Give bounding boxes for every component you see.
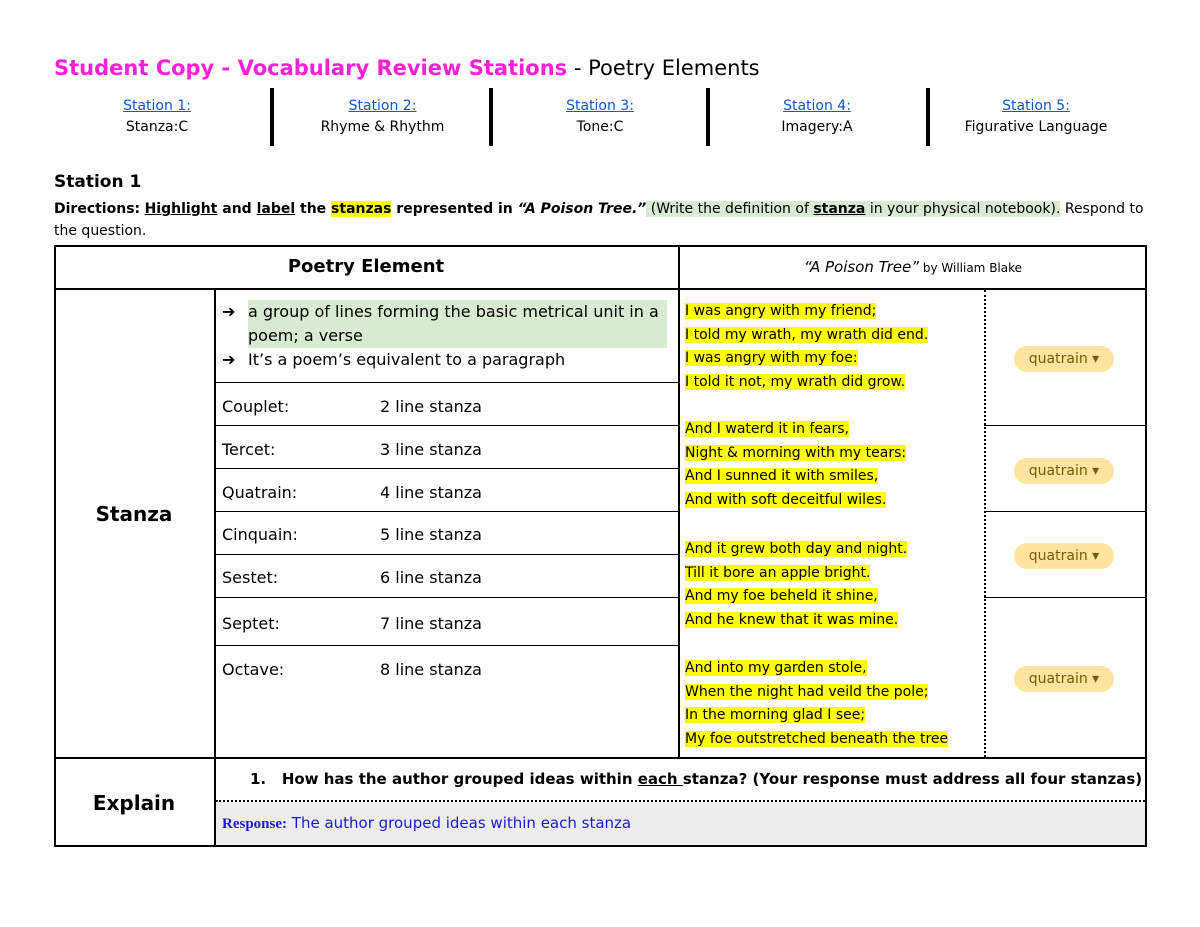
station-2-value: Rhyme & Rhythm [320,119,445,135]
station-5-nav [945,96,1127,138]
stanza-type-dropdown[interactable]: quatrain ▾ [1014,666,1114,692]
divider [489,88,493,146]
type-name: Sestet: [222,568,279,587]
divider [926,88,930,146]
station-5-link[interactable]: Station 5: [1002,98,1070,114]
definition-list [222,300,667,372]
definition-1: a group of lines forming the basic metrical unit in a poem; a verse [248,300,667,348]
type-name: Couplet: [222,397,290,416]
page-title: Student Copy - Vocabulary Review Stations - Poetry Elements [54,56,760,80]
divider [270,88,274,146]
type-desc: 2 line stanza [380,397,482,416]
station-4-link[interactable]: Station 4: [783,98,851,114]
type-desc: 8 line stanza [380,660,482,679]
divider [706,88,710,146]
response-field[interactable]: Response: The author grouped ideas within each stanza [222,814,632,832]
section-heading: Station 1 [54,172,142,192]
station-1-link[interactable]: Station 1: [123,98,191,114]
station-3-link[interactable]: Station 3: [566,98,634,114]
stanza-type-dropdown[interactable]: quatrain ▾ [1014,458,1114,484]
type-desc: 7 line stanza [380,614,482,633]
directions: Directions: Highlight and label the stanzas represented in “A Poison Tree.” (Write the definition of stanza in your physical notebook). Respond to the question. [54,201,1144,239]
caret-down-icon: ▾ [1092,548,1100,564]
row-label-explain: Explain [92,791,176,815]
station-2-nav [300,96,465,138]
poem-stanza-1: I was angry with my friend; I told my wrath, my wrath did end. I was angry with my foe: I told it not, my wrath did grow. [685,303,929,390]
type-name: Quatrain: [222,483,298,502]
type-name: Cinquain: [222,525,298,544]
caret-down-icon: ▾ [1092,671,1100,687]
column-header-poetry-element: Poetry Element [287,256,445,277]
type-name: Octave: [222,660,285,679]
station-5-value: Figurative Language [964,119,1108,135]
poem-stanza-2: And I waterd it in fears, Night & morning with my tears: And I sunned it with smiles, And with soft deceitful wiles. [685,421,907,508]
definition-2: It’s a poem’s equivalent to a paragraph [248,350,566,369]
type-desc: 5 line stanza [380,525,482,544]
type-name: Tercet: [222,440,276,459]
type-desc: 3 line stanza [380,440,482,459]
poem-stanza-4: And into my garden stole, When the night had veild the pole; In the morning glad I see; My foe outstretched beneath the tree [685,660,949,747]
caret-down-icon: ▾ [1092,351,1100,367]
stanza-type-dropdown[interactable]: quatrain ▾ [1014,543,1114,569]
stanza-type-dropdown[interactable]: quatrain ▾ [1014,346,1114,372]
station-3-value: Tone:C [576,119,624,135]
arrow-icon: ➔ [222,350,236,369]
station-2-link[interactable]: Station 2: [348,98,417,114]
poem-stanza-3: And it grew both day and night. Till it bore an apple bright. And my foe beheld it shine, And he knew that it was mine. [685,541,908,628]
arrow-icon: ➔ [222,302,236,321]
station-4-value: Imagery:A [781,119,853,135]
type-desc: 4 line stanza [380,483,482,502]
question-1: 1. How has the author grouped ideas within each stanza? (Your response must address all four stanzas) [250,770,1143,788]
type-desc: 6 line stanza [380,568,482,587]
station-1-nav [107,96,207,138]
caret-down-icon: ▾ [1092,463,1100,479]
station-4-nav [762,96,872,138]
column-header-poem: “A Poison Tree” by William Blake [803,258,1023,276]
row-label-stanza: Stanza [95,502,173,526]
station-1-value: Stanza:C [125,119,189,135]
station-3-nav [545,96,655,138]
type-name: Septet: [222,614,280,633]
